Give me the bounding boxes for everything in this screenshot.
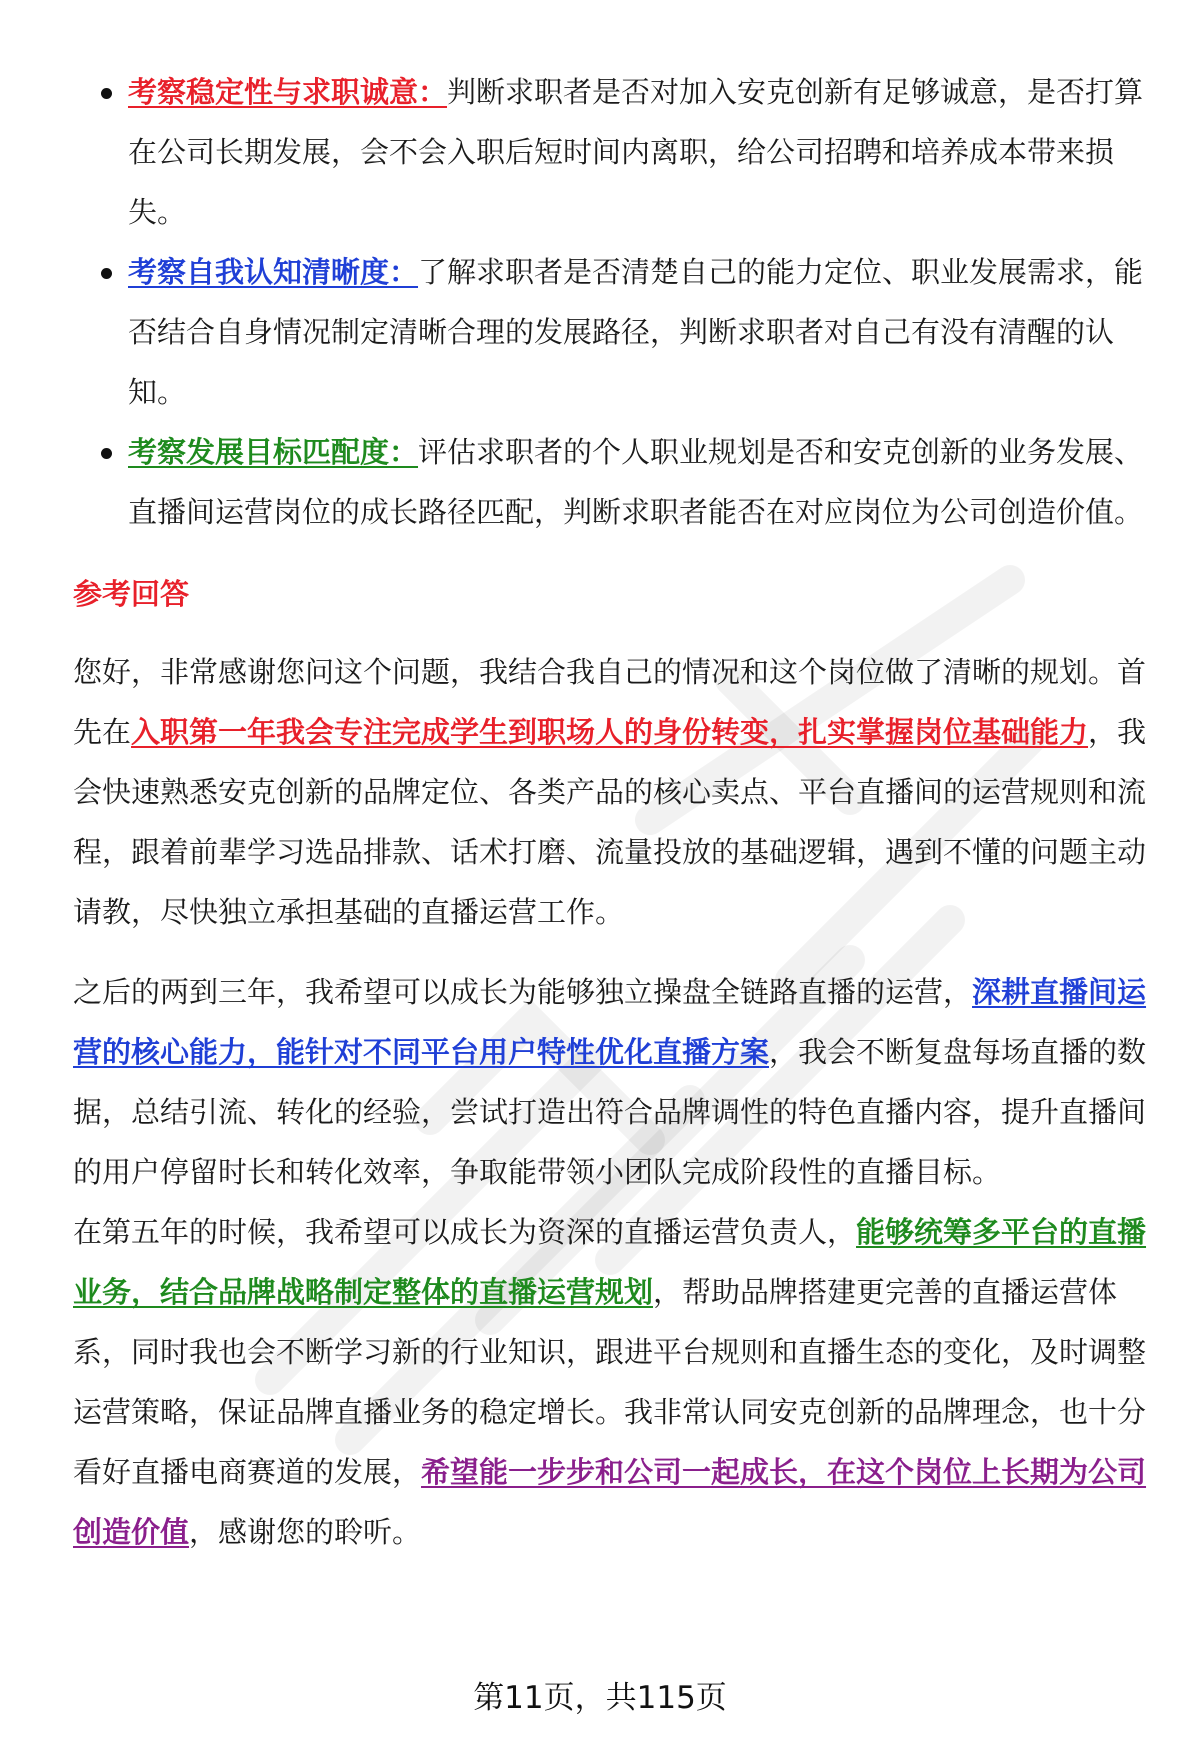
answer-paragraph-1 [73,642,1148,942]
answer-paragraph-3 [73,1202,1148,1562]
answer-paragraph-2 [73,962,1148,1202]
point-text: 判断求职者是否对加入安克创新有足够诚意，是否打算在公司长期发展，会不会入职后短时间内离职，给公司招聘和培养成本带来损失。 [128,75,1144,229]
bullet-icon [101,448,112,459]
answer-highlight: 深耕直播间运营的核心能力，能针对不同平台用户特性优化直播方案 [73,975,1147,1069]
point-title: 考察发展目标匹配度： [128,435,419,469]
bullet-icon [101,268,112,279]
answer-text: 您好，非常感谢您问这个问题，我结合我自己的情况和这个岗位做了清晰的规划。首先在 [73,655,1147,749]
document-body [73,62,1148,1562]
answer-text: ，我会快速熟悉安克创新的品牌定位、各类产品的核心卖点、平台直播间的运营规则和流程，跟着前辈学习选品排款、话术打磨、流量投放的基础逻辑，遇到不懂的问题主动请教，尽快独立承担基础的直播运营工作。 [73,715,1147,929]
answer-highlight: 希望能一步步和公司一起成长，在这个岗位上长期为公司创造价值 [73,1455,1147,1549]
point-title: 考察稳定性与求职诚意： [128,75,448,109]
point-text: 了解求职者是否清楚自己的能力定位、职业发展需求，能否结合自身情况制定清晰合理的发展路径，判断求职者对自己有没有清醒的认知。 [128,255,1144,409]
answer-text: ，感谢您的聆听。 [189,1515,422,1549]
answer-text: 之后的两到三年，我希望可以成长为能够独立操盘全链路直播的运营， [73,975,973,1009]
bullet-icon [101,88,112,99]
answer-text: ，帮助品牌搭建更完善的直播运营体系，同时我也会不断学习新的行业知识，跟进平台规则和直播生态的变化，及时调整运营策略，保证品牌直播业务的稳定增长。我非常认同安克创新的品牌理念，也十分看好直播电商赛道的发展， [73,1275,1147,1489]
evaluation-points-list [73,62,1148,542]
answer-highlight: 能够统筹多平台的直播业务，结合品牌战略制定整体的直播运营规划 [73,1215,1147,1309]
point-title: 考察自我认知清晰度： [128,255,419,289]
list-item [73,62,1148,242]
answer-text: 在第五年的时候，我希望可以成长为资深的直播运营负责人， [73,1215,857,1249]
section-title: 参考回答 [73,577,190,611]
answer-text: ，我会不断复盘每场直播的数据，总结引流、转化的经验，尝试打造出符合品牌调性的特色直播内容，提升直播间的用户停留时长和转化效率，争取能带领小团队完成阶段性的直播目标。 [73,1035,1147,1189]
page-footer: 第11页，共115页 [473,1680,727,1716]
answer-highlight: 入职第一年我会专注完成学生到职场人的身份转变，扎实掌握岗位基础能力 [131,715,1089,749]
point-text: 评估求职者的个人职业规划是否和安克创新的业务发展、直播间运营岗位的成长路径匹配，判断求职者能否在对应岗位为公司创造价值。 [128,435,1144,529]
list-item [73,242,1148,422]
list-item [73,422,1148,542]
